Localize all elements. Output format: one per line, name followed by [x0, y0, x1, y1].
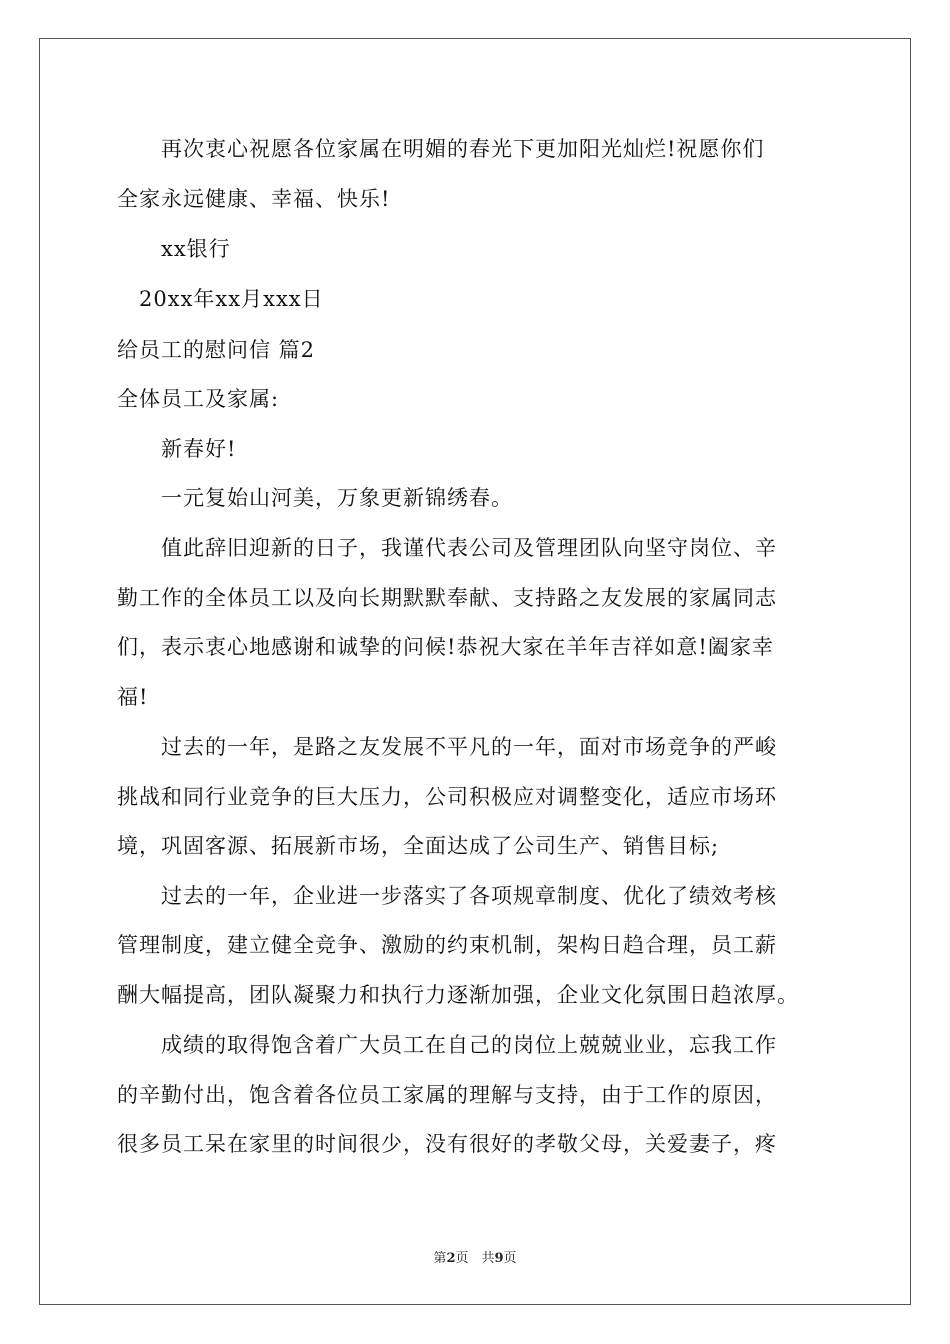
text-line: 过去的一年，是路之友发展不平凡的一年，面对市场竞争的严峻: [117, 735, 777, 759]
text-line: xx银行: [117, 237, 231, 261]
page-prefix: 第: [433, 1251, 447, 1266]
section-heading: 给员工的慰问信 篇2: [117, 338, 316, 362]
page-total: 9: [494, 1251, 504, 1266]
text-line: 们，表示衷心地感谢和诚挚的问候!恭祝大家在羊年吉祥如意!阖家幸: [117, 635, 774, 659]
page-mid: 页 共: [455, 1251, 495, 1266]
text-line: 管理制度，建立健全竞争、激励的约束机制，架构日趋合理，员工薪: [117, 933, 777, 957]
page-current: 2: [446, 1251, 456, 1266]
text-line: 境，巩固客源、拓展新市场，全面达成了公司生产、销售目标;: [117, 834, 720, 858]
text-line: 20xx年xx月xxx日: [117, 287, 324, 311]
text-line: 值此辞旧迎新的日子，我谨代表公司及管理团队向坚守岗位、辛: [117, 536, 777, 560]
text-line: 酬大幅提高，团队凝聚力和执行力逐渐加强，企业文化氛围日趋浓厚。: [117, 983, 799, 1007]
page-suffix: 页: [503, 1251, 517, 1266]
text-line: 成绩的取得饱含着广大员工在自己的岗位上兢兢业业，忘我工作: [117, 1033, 777, 1057]
page-number-footer: [0, 1247, 950, 1266]
salutation: 全体员工及家属:: [117, 387, 280, 411]
text-line: 全家永远健康、幸福、快乐!: [117, 187, 391, 211]
text-line: 过去的一年，企业进一步落实了各项规章制度、优化了绩效考核: [117, 884, 777, 908]
text-line: 勤工作的全体员工以及向长期默默奉献、支持路之友发展的家属同志: [117, 586, 777, 610]
text-line: 一元复始山河美，万象更新锦绣春。: [117, 486, 513, 510]
page-frame: [39, 38, 911, 1305]
text-line: 福!: [117, 685, 149, 709]
text-line: 挑战和同行业竞争的巨大压力，公司积极应对调整变化，适应市场环: [117, 785, 777, 809]
text-line: 新春好!: [117, 437, 237, 461]
text-line: 再次衷心祝愿各位家属在明媚的春光下更加阳光灿烂!祝愿你们: [117, 137, 765, 161]
text-line: 的辛勤付出，饱含着各位员工家属的理解与支持，由于工作的原因，: [117, 1083, 777, 1107]
text-line: 很多员工呆在家里的时间很少，没有很好的孝敬父母，关爱妻子，疼: [117, 1132, 777, 1156]
